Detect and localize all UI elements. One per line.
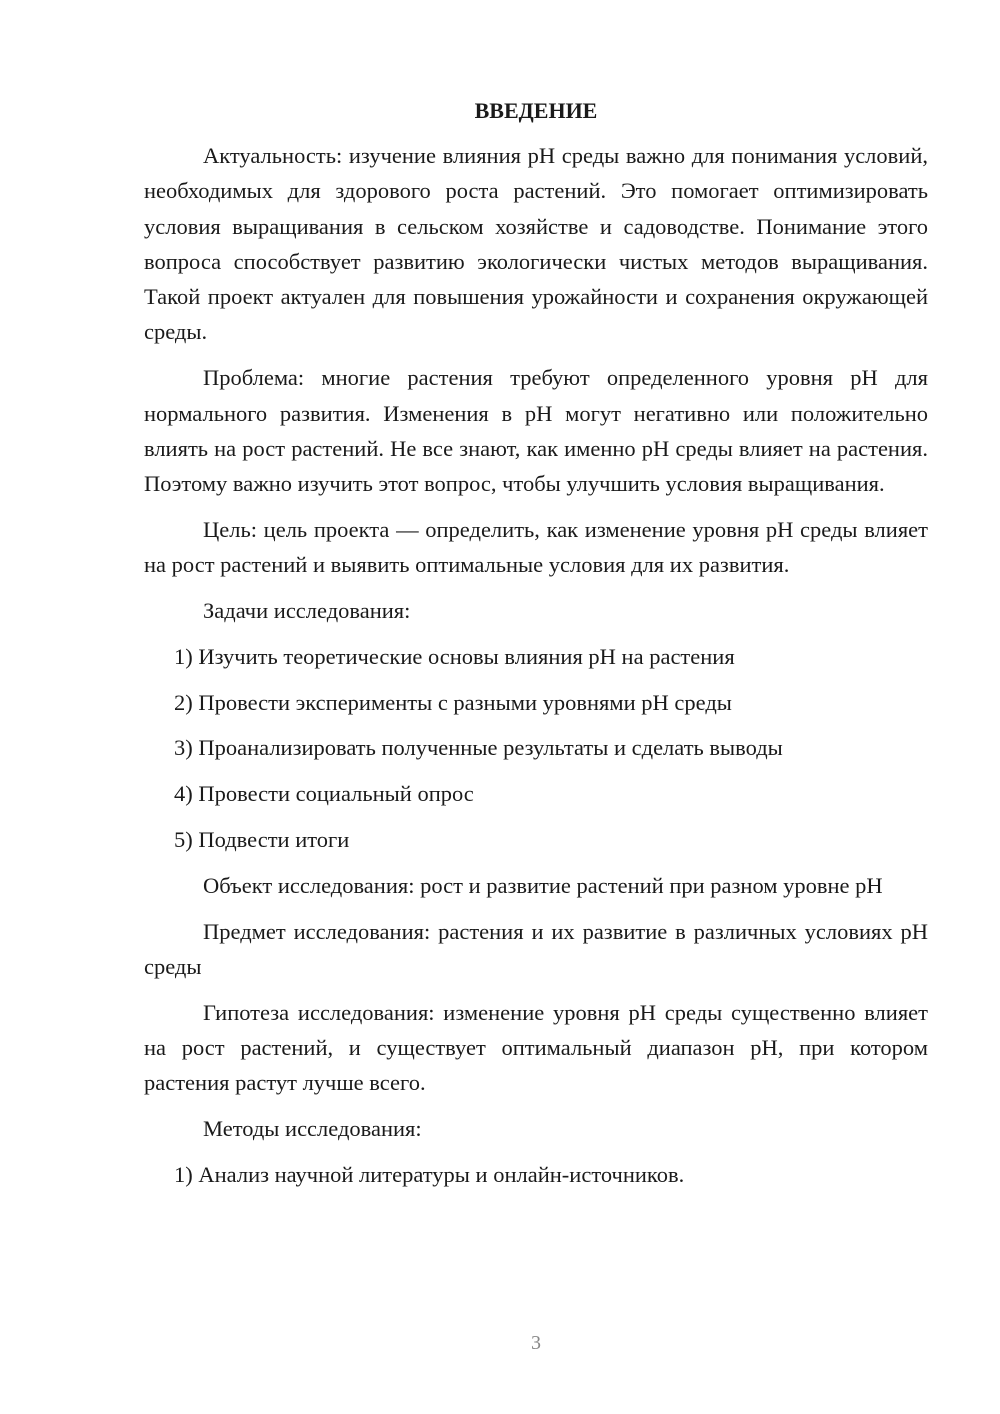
task-item: 4) Провести социальный опрос [174, 781, 474, 807]
problem-paragraph: Проблема: многие растения требуют определенного уровня pH для нормального развития. Изменения в pH могут негативно или положительно влиять на рост растений. Не все знают, как именно pH среды влияет на растения. Поэтому важно изучить этот вопрос, чтобы улучшить условия выращивания. [144, 365, 928, 497]
methods-label: Методы исследования: [203, 1116, 422, 1142]
subject-paragraph: Предмет исследования: растения и их развитие в различных условиях pH среды [144, 918, 928, 979]
relevance-paragraph: Актуальность: изучение влияния pH среды важно для понимания условий, необходимых для здорового роста растений. Это помогает оптимизировать условия выращивания в сельском хозяйстве и садоводстве. Понимание этого вопроса способствует развитию экологически чистых методов выращивания. Такой проект актуален для повышения урожайности и сохранения окружающей среды. [144, 143, 928, 345]
task-item: 3) Проанализировать полученные результаты и сделать выводы [174, 735, 783, 761]
method-item: 1) Анализ научной литературы и онлайн-источников. [174, 1161, 685, 1187]
tasks-label: Задачи исследования: [203, 598, 411, 624]
task-item: 2) Провести эксперименты с разными уровнями pH среды [174, 689, 732, 715]
hypothesis-paragraph: Гипотеза исследования: изменение уровня pH среды существенно влияет на рост растений, и существует оптимальный диапазон pH, при котором растения растут лучше всего. [144, 999, 928, 1096]
object-paragraph: Объект исследования: рост и развитие растений при разном уровне pH [203, 872, 883, 898]
page-number: 3 [531, 1332, 541, 1354]
task-item: 1) Изучить теоретические основы влияния pH на растения [174, 643, 735, 669]
section-title: ВВЕДЕНИЕ [474, 98, 598, 123]
page-content [144, 93, 928, 1203]
goal-paragraph: Цель: цель проекта — определить, как изменение уровня pH среды влияет на рост растений и выявить оптимальные условия для их развития. [144, 516, 928, 578]
task-item: 5) Подвести итоги [174, 827, 350, 853]
